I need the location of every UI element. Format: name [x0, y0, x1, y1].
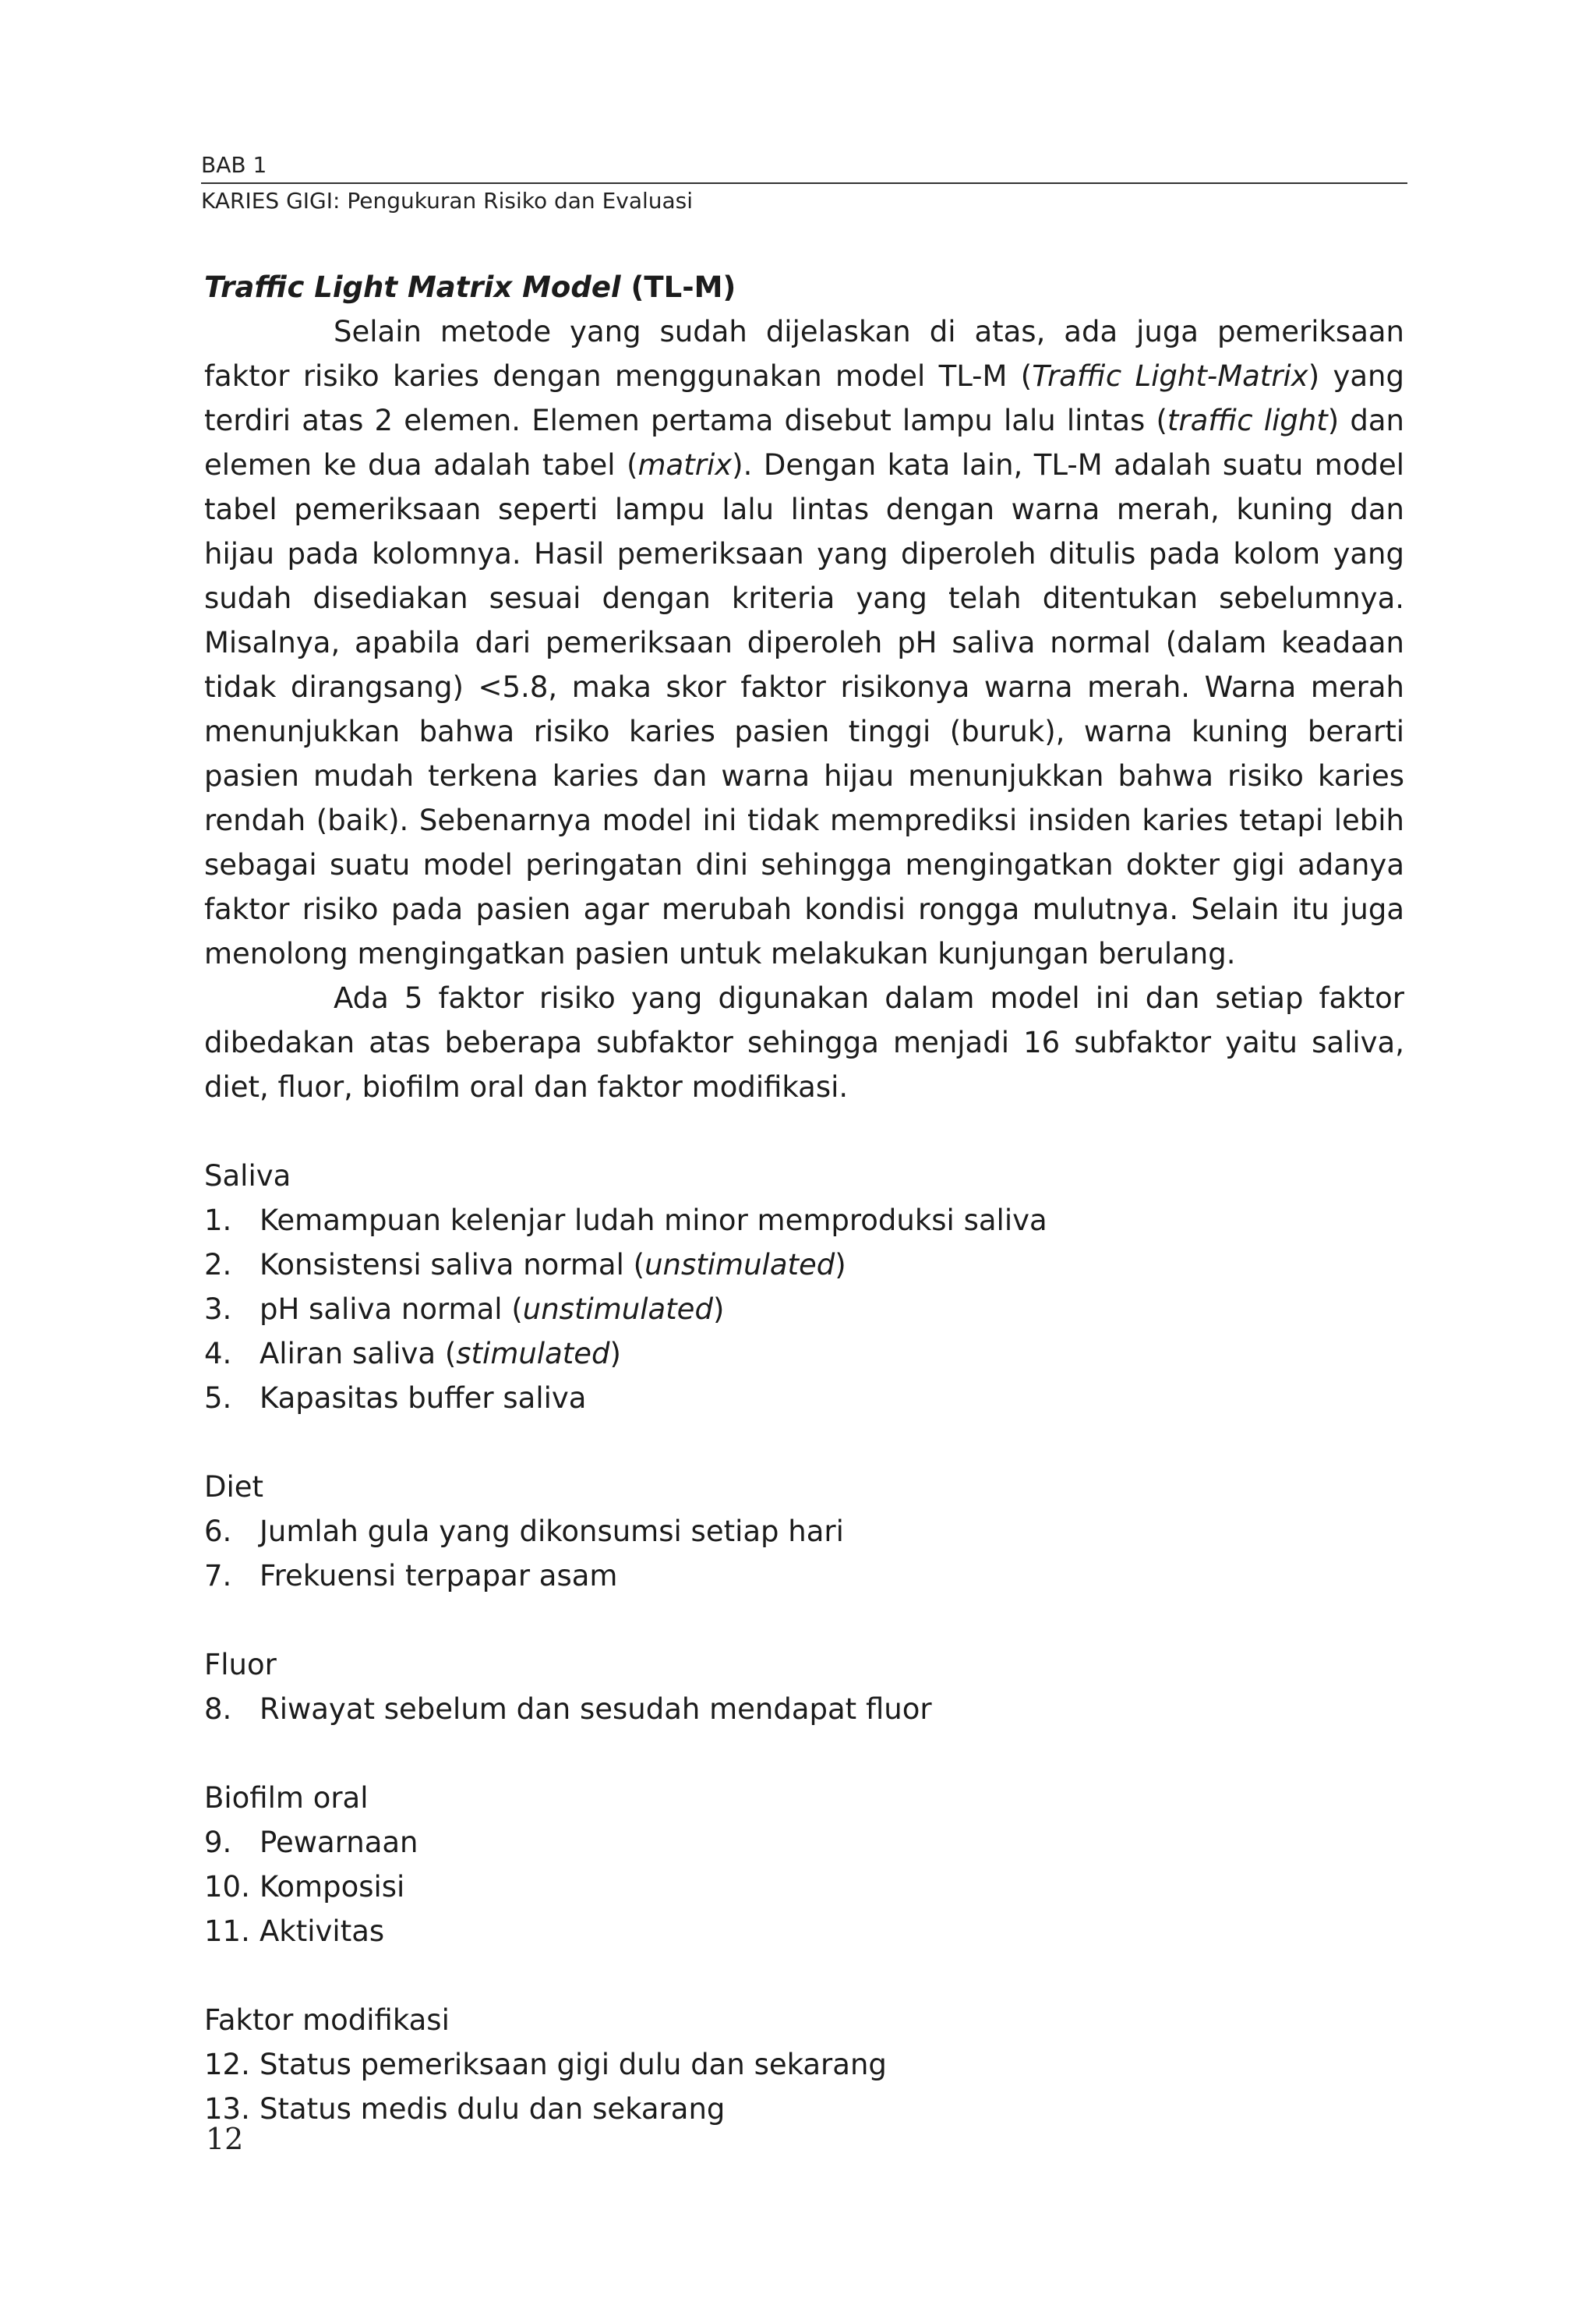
spacer [204, 1598, 1404, 1642]
list-item [204, 1909, 1404, 1953]
heading-fluor: Fluor [204, 1648, 277, 1681]
paragraph-text: ). Dengan kata lain, TL-M adalah suatu model tabel pemeriksaan seperti lampu lalu lintas dengan warna merah, kuning dan hijau pada kolomnya. Hasil pemeriksaan yang diperoleh ditulis pada kolom yang sudah disediakan sesuai dengan kriteria yang telah ditentukan sebelumnya. Misalnya, apabila dari pemeriksaan diperoleh pH saliva normal (dalam keadaan tidak dirangsang) <5.8, maka skor faktor risikonya warna merah. Warna merah menunjukkan bahwa risiko karies pasien tinggi (buruk), warna kuning berarti pasien mudah terkena karies dan warna hijau menunjukkan bahwa risiko karies rendah (baik). Sebenarnya model ini tidak memprediksi insiden karies tetapi lebih sebagai suatu model peringatan dini sehingga mengingatkan dokter gigi adanya faktor risiko pada pasien agar merubah kondisi rongga mulutnya. Selain itu juga menolong mengingatkan pasien untuk melakukan kunjungan berulang. [204, 448, 1404, 970]
paragraph-text: ) dan elemen ke dua adalah tabel ( [204, 404, 1404, 482]
section-title [204, 265, 1404, 309]
list-item [204, 2042, 1404, 2087]
item-number: 9. [204, 1826, 232, 1859]
item-text: Riwayat sebelum dan sesudah mendapat fluor [260, 1692, 932, 1726]
item-number: 13. [204, 2092, 250, 2126]
list-diet [204, 1509, 1404, 1598]
item-number: 1. [204, 1204, 232, 1237]
list-item [204, 1687, 1404, 1731]
page-content [204, 265, 1404, 2131]
list-item [204, 1865, 1404, 1909]
list-modifikasi [204, 2042, 1404, 2131]
item-text: Pewarnaan [260, 1826, 418, 1859]
item-text: Aktivitas [260, 1914, 385, 1948]
paragraph-text: Selain metode yang sudah dijelaskan di atas, ada juga pemeriksaan faktor risiko karies dengan menggunakan model TL-M ( [204, 315, 1404, 393]
spacer [204, 1953, 1404, 1998]
item-text: Status pemeriksaan gigi dulu dan sekarang [260, 2048, 887, 2081]
paragraph-italic-term: traffic light [1167, 404, 1328, 437]
list-fluor [204, 1687, 1404, 1731]
heading-diet: Diet [204, 1470, 264, 1504]
item-text: Aliran saliva (stimulated) [260, 1337, 621, 1370]
list-item [204, 1243, 1404, 1287]
paragraph-text: ) yang terdiri atas 2 elemen. Elemen pertama disebut lampu lalu lintas ( [204, 359, 1404, 437]
item-number: 7. [204, 1559, 232, 1593]
section-title-abbr: (TL-M) [630, 270, 736, 304]
list-item [204, 2087, 1404, 2131]
list-item [204, 1198, 1404, 1243]
list-biofilm [204, 1820, 1404, 1953]
spacer [204, 1420, 1404, 1465]
item-number: 8. [204, 1692, 232, 1726]
item-number: 11. [204, 1914, 250, 1948]
chapter-label: BAB 1 [201, 152, 267, 178]
paragraph-italic-term: Traffic Light-Matrix [1032, 359, 1308, 393]
item-text: Konsistensi saliva normal (unstimulated) [260, 1248, 846, 1281]
list-item [204, 1287, 1404, 1331]
item-text: Status medis dulu dan sekarang [260, 2092, 726, 2126]
item-number: 5. [204, 1381, 232, 1415]
item-number: 2. [204, 1248, 232, 1281]
paragraph-risk-factors: Ada 5 faktor risiko yang digunakan dalam model ini dan setiap faktor dibedakan atas beberapa subfaktor sehingga menjadi 16 subfaktor yaitu saliva, diet, fluor, biofilm oral dan faktor modifikasi. [204, 981, 1404, 1104]
heading-modifikasi: Faktor modifikasi [204, 2003, 450, 2037]
running-header [201, 148, 1407, 218]
page-number: 12 [206, 2122, 244, 2156]
spacer [204, 1109, 1404, 1154]
paragraph-italic-term: matrix [637, 448, 733, 482]
item-text: Kemampuan kelenjar ludah minor memproduksi saliva [260, 1204, 1047, 1237]
item-number: 3. [204, 1292, 232, 1326]
book-title: KARIES GIGI: Pengukuran Risiko dan Evaluasi [201, 188, 694, 214]
list-saliva [204, 1198, 1404, 1420]
item-number: 10. [204, 1870, 250, 1904]
item-text: pH saliva normal (unstimulated) [260, 1292, 725, 1326]
item-number: 12. [204, 2048, 250, 2081]
list-item [204, 1376, 1404, 1420]
list-item [204, 1554, 1404, 1598]
item-text: Komposisi [260, 1870, 405, 1904]
list-item [204, 1820, 1404, 1865]
list-item [204, 1331, 1404, 1376]
spacer [204, 1731, 1404, 1776]
heading-biofilm: Biofilm oral [204, 1781, 369, 1815]
item-number: 4. [204, 1337, 232, 1370]
item-text: Jumlah gula yang dikonsumsi setiap hari [260, 1515, 844, 1548]
item-text: Kapasitas buffer saliva [260, 1381, 587, 1415]
paragraph-tlm-description [204, 309, 1404, 976]
list-item [204, 1509, 1404, 1554]
section-title-italic: Traffic Light Matrix Model [204, 270, 621, 304]
heading-saliva: Saliva [204, 1159, 291, 1193]
item-text: Frekuensi terpapar asam [260, 1559, 618, 1593]
item-number: 6. [204, 1515, 232, 1548]
